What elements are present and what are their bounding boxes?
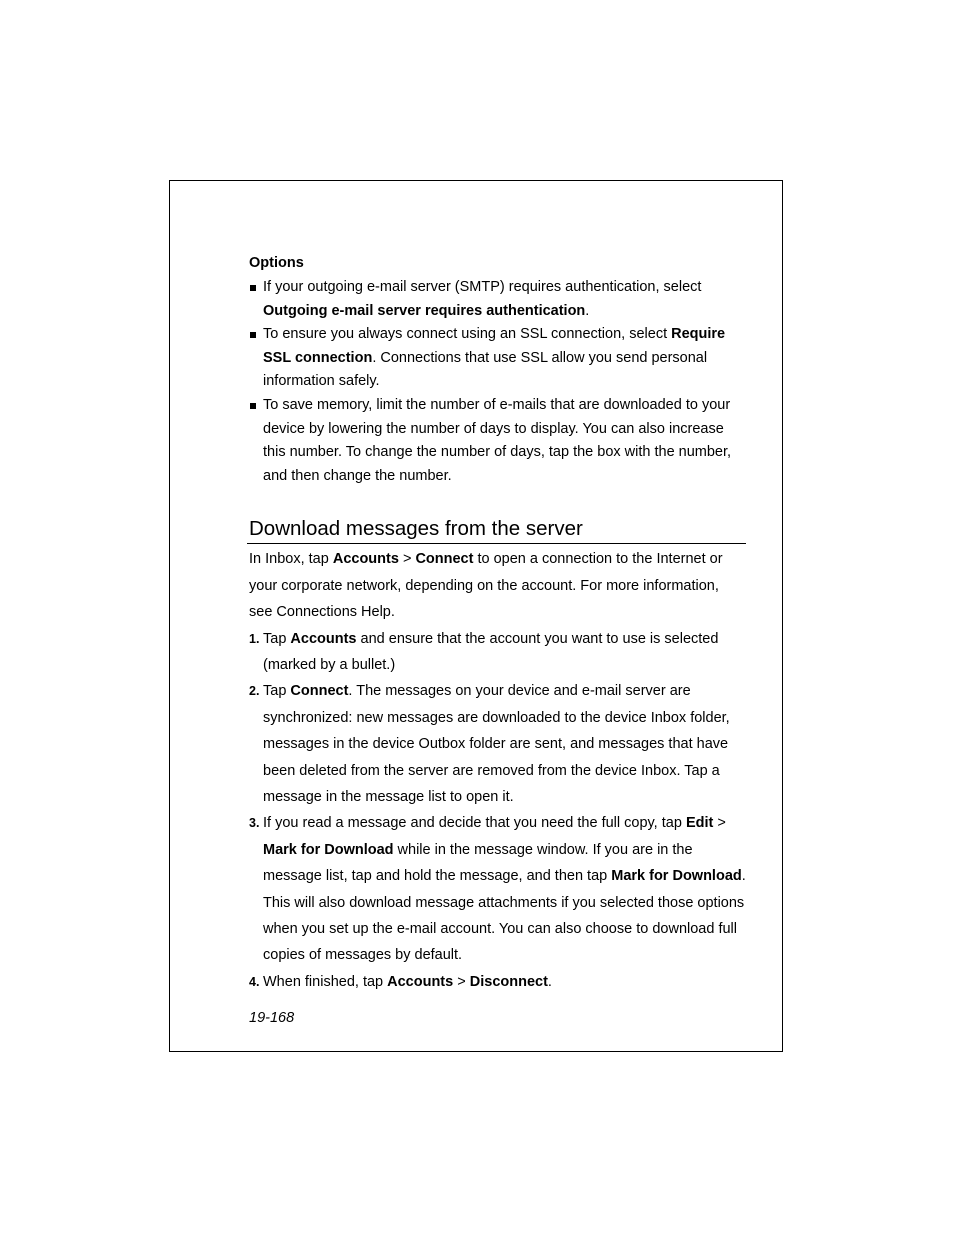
text-run: To save memory, limit the number of e-mails that are downloaded to your device by lowering the number of days to display. You can also increase this number. To change the number of days, tap the box with the number, and then change the number. <box>263 396 732 484</box>
step-item <box>249 969 746 995</box>
bold-term: Accounts <box>290 630 357 647</box>
page-number: 19-168 <box>249 1010 295 1026</box>
text-run: When finished, tap <box>263 973 388 990</box>
text-run: If you read a message and decide that you need the full copy, tap <box>263 815 686 832</box>
step-number: 4. <box>249 974 260 989</box>
text-run: Tap <box>263 630 291 647</box>
step-number: 1. <box>249 631 260 646</box>
text-run: If your outgoing e-mail server (SMTP) requires authentication, select <box>263 279 702 295</box>
text-run: . This will also download message attachments if you selected those options when you set up the e-mail account. You can also choose to download full copies of messages by default. <box>263 868 746 964</box>
text-run: . <box>585 302 590 319</box>
bold-term: Outgoing e-mail server requires authentication <box>263 302 586 319</box>
bold-term: Accounts <box>332 551 399 568</box>
options-bullet-item <box>249 323 746 394</box>
square-bullet-icon <box>250 403 256 409</box>
text-run: > <box>453 973 470 990</box>
text-run: In Inbox, tap <box>249 551 333 568</box>
bold-term: Mark for Download <box>611 868 742 885</box>
text-run: . Connections that use SSL allow you send personal information safely. <box>263 349 708 390</box>
step-item <box>249 626 746 679</box>
bold-term: Require SSL connection <box>263 326 726 366</box>
text-run: and ensure that the account you want to use is selected (marked by a bullet.) <box>263 630 719 673</box>
text-run: Tap <box>263 683 291 700</box>
step-item <box>249 678 746 810</box>
text-run: . The messages on your device and e-mail server are synchronized: new messages are downloaded to the device Inbox folder, messages in the device Outbox folder are sent, and messages that have been deleted from the server are removed from the device Inbox. Tap a message in the message list to open it. <box>263 683 730 805</box>
bold-term: Accounts <box>387 973 454 990</box>
section-intro <box>249 546 746 625</box>
bold-term: Connect <box>290 683 349 700</box>
square-bullet-icon <box>250 332 256 338</box>
bold-term: Edit <box>685 815 714 832</box>
options-bullet-item <box>249 276 746 323</box>
bold-term: Mark for Download <box>263 841 394 858</box>
page-content <box>249 253 746 995</box>
text-run: to open a connection to the Internet or your corporate network, depending on the account. For more information, see Connections Help. <box>249 551 723 621</box>
bold-term: Connect <box>415 551 474 568</box>
text-run: > <box>398 551 416 568</box>
step-number: 2. <box>249 684 260 699</box>
step-number: 3. <box>249 816 260 831</box>
bold-term: Disconnect <box>469 973 548 990</box>
text-run: > <box>713 815 726 832</box>
options-bullet-item <box>249 394 746 488</box>
section-title: Download messages from the server <box>247 516 746 544</box>
text-run: . <box>547 973 552 990</box>
options-heading: Options <box>249 255 304 271</box>
step-item <box>249 810 746 968</box>
options-bullet-list <box>249 276 746 488</box>
text-run: while in the message window. If you are in the message list, tap and hold the message, and then tap <box>263 841 693 885</box>
text-run: To ensure you always connect using an SSL connection, select <box>263 326 672 343</box>
steps-list <box>249 626 746 996</box>
square-bullet-icon <box>250 285 256 291</box>
